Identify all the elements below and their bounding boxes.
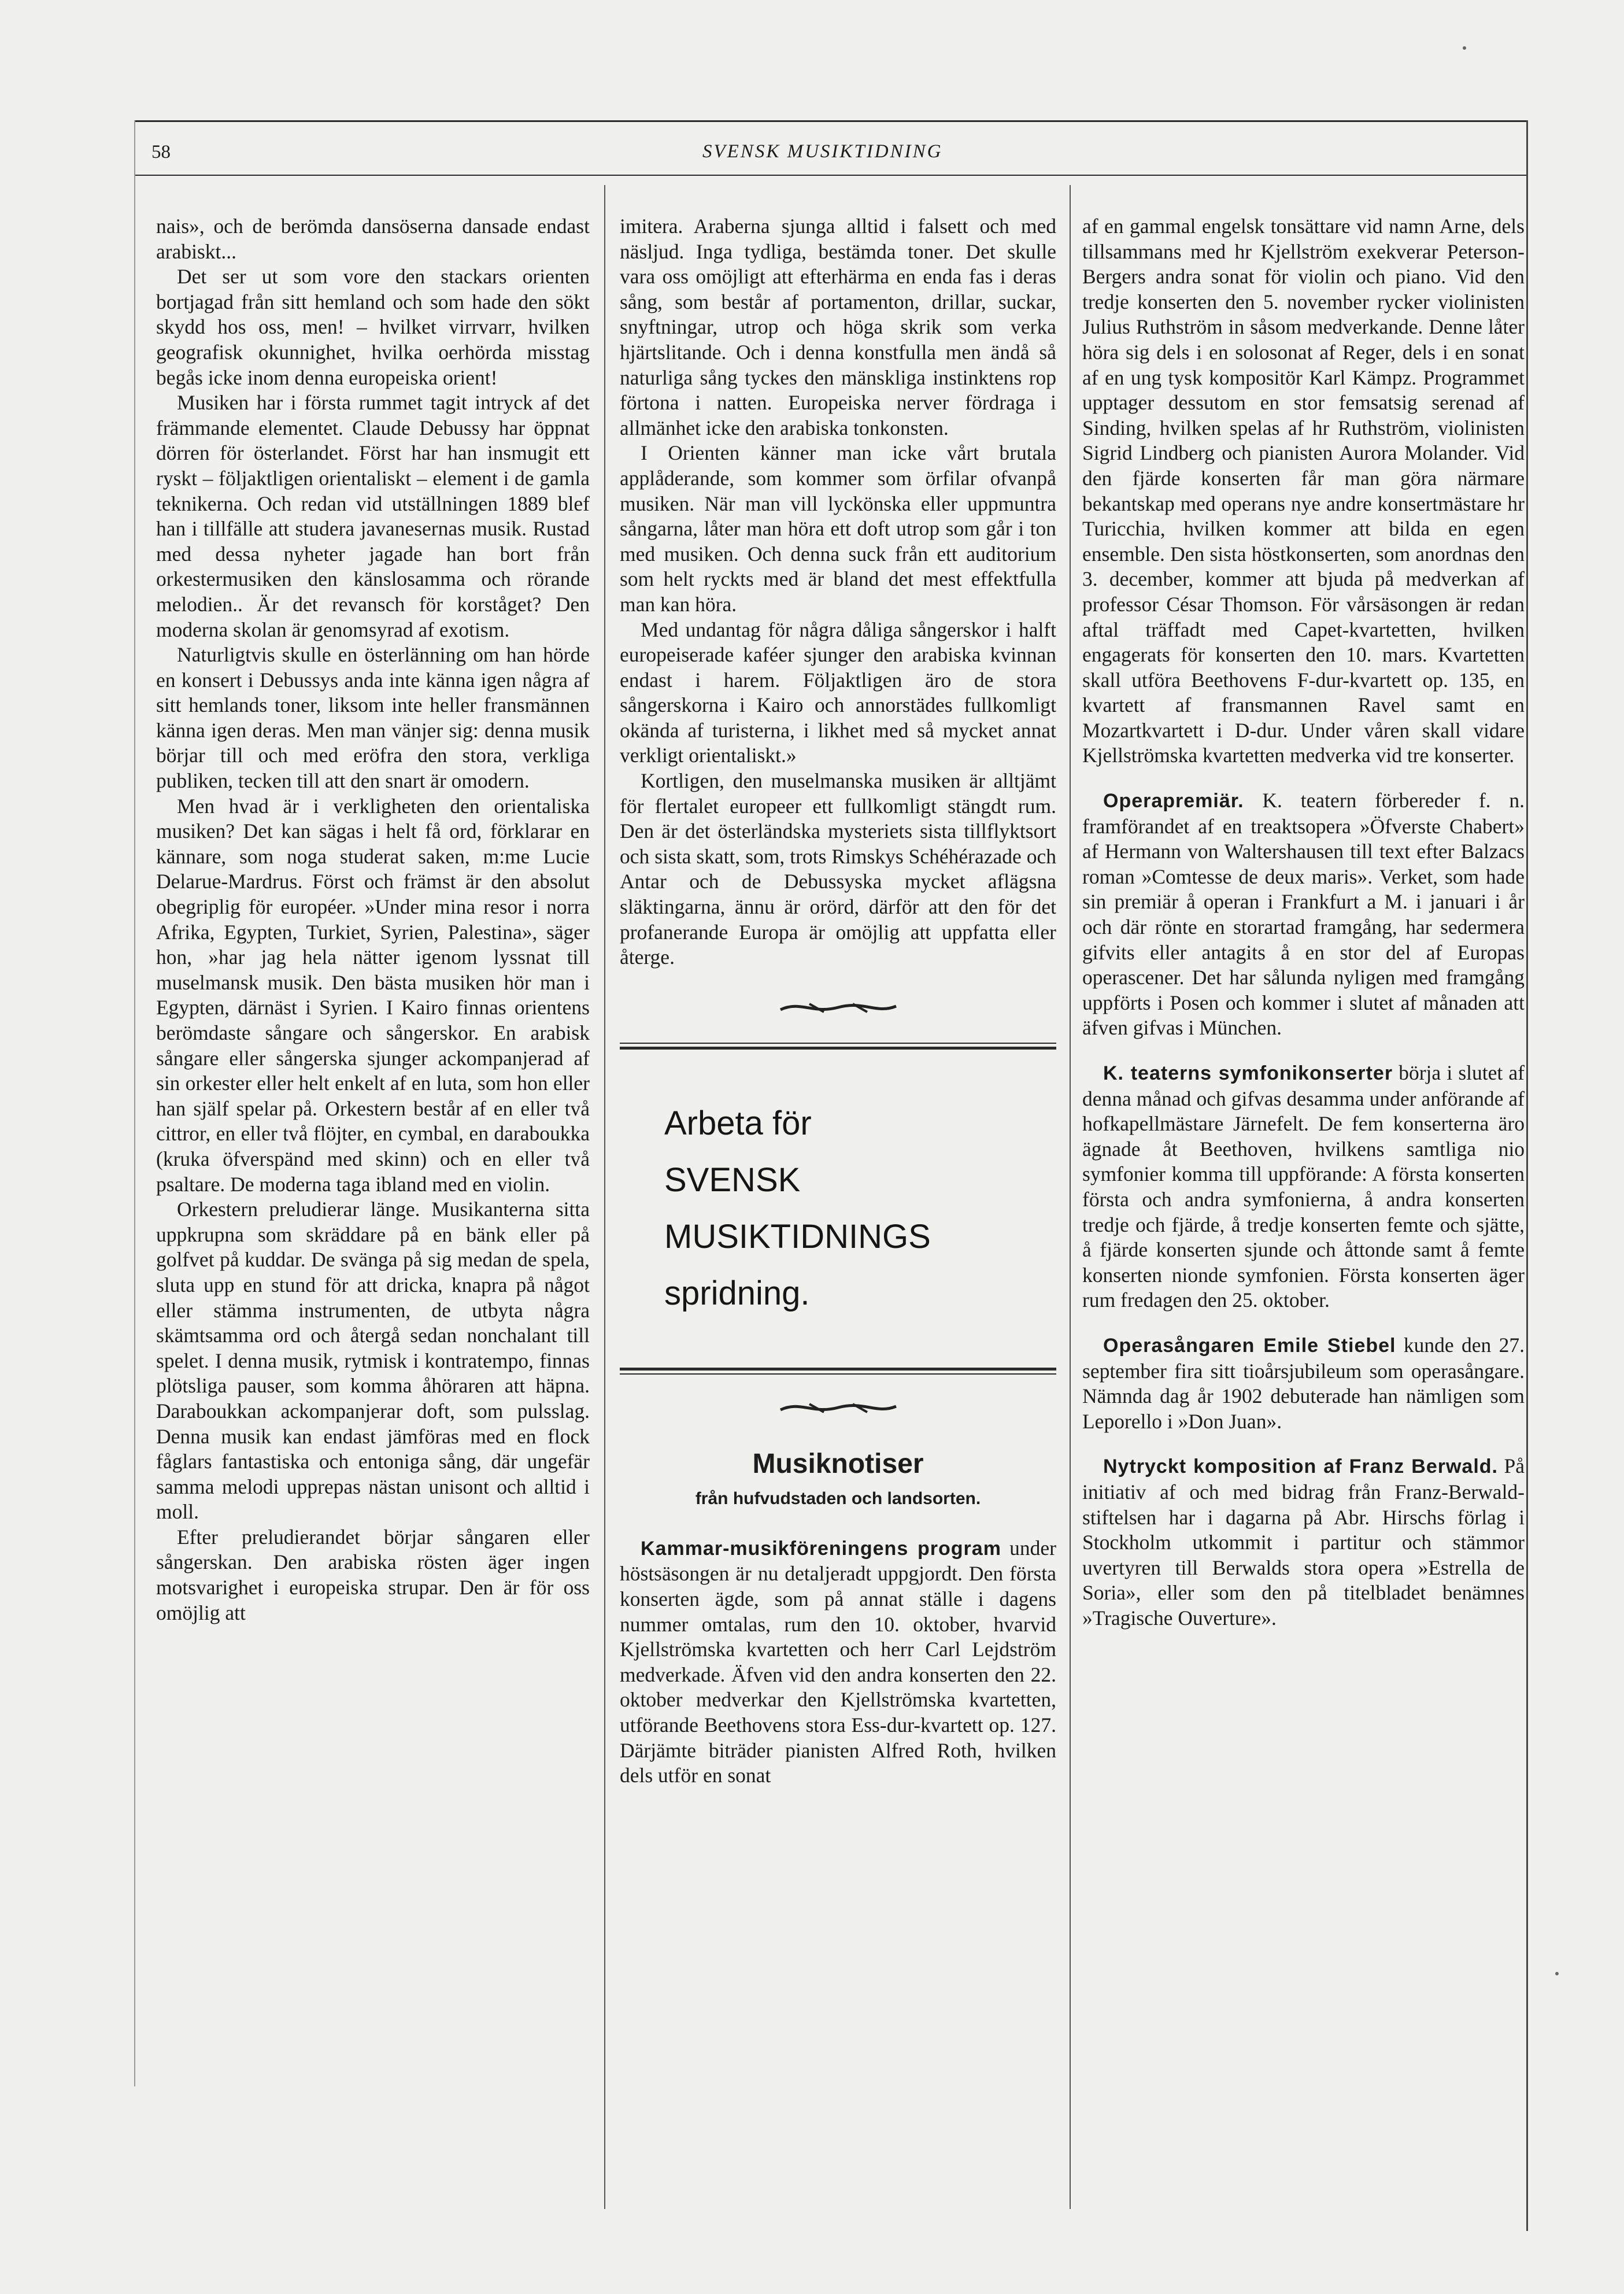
column-1 bbox=[156, 214, 590, 2163]
scan-speck bbox=[1555, 1972, 1559, 1975]
news-item bbox=[1082, 1454, 1525, 1631]
paragraph: Orkestern preludierar länge. Musikanterna sitta uppkrupna som skräddare på en bänk eller på golfvet på kuddar. De svänga på sig medan de spela, sluta upp en stund för att dricka, knapra på något eller stämma instrumenten, de utbyta några skämtsamma ord och återgå sedan nonchalant till spelet. I denna musik, rytmisk i kontratempo, finnas plötsliga pauser, som komma åhöraren att häpna. Daraboukkan ackompanjerar doft, som pulsslag. Denna musik kan endast jämföras med en flock fåglars fantastiska och entoniga sång, där ungefär samma melodi upprepas nästan unisont och alltid i moll. bbox=[156, 1198, 590, 1524]
right-border-rule bbox=[1526, 120, 1528, 2231]
section-title: Musiknotiser bbox=[752, 1448, 924, 1479]
paragraph: Det ser ut som vore den stackars orienten bortjagad från sitt hemland och som hade den sökt skydd hos oss, men! – hvilket virrvarr, hvilken geografisk okunnighet, hvilka oerhörda misstag begås icke inom denna europeiska orient! bbox=[156, 265, 590, 389]
news-lead: Nytryckt komposition af Franz Berwald. bbox=[1103, 1456, 1499, 1478]
ornament-divider-icon bbox=[620, 1399, 1056, 1417]
paragraph: I Orienten känner man icke vårt brutala applåderande, som kommer som örfilar ofvanpå musiken. När man vill lyckönska eller uppmuntra sångarna, låter man höra ett doft utrop som går i ton med musiken. Och denna suck från ett auditorium som helt ryckts med är bland det mest effektfulla man kan höra. bbox=[620, 441, 1056, 616]
news-text: under höstsäsongen är nu detaljeradt uppgjordt. Den första konserten ägde, som på annat ställe i dagens nummer omtalas, rum den 10. oktober, hvarvid Kjellströmska kvartetten och herr Carl Lejdström medverkade. Äfven vid den andra konserten den 22. oktober medverkar den Kjellströmska kvartetten, utförande Beethovens stora Ess-dur-kvartett op. 127. Därjämte biträder pianisten Alfred Roth, hvilken dels utför en sonat bbox=[620, 1536, 1056, 1787]
ad-line: SVENSK bbox=[664, 1161, 801, 1199]
paragraph: Men hvad är i verkligheten den orientaliska musiken? Det kan sägas i helt få ord, förklarar en kännare, som noga studerat saken, m:me Lucie Delarue-Mardrus. Först och främst är den absolut obegriplig för européer. »Under mina resor i norra Afrika, Egypten, Turkiet, Syrien, Palestina», säger hon, »har jag hela nätter igenom lyssnat till muselmansk musik. Den bästa musiken hör man i Egypten, därnäst i Syrien. I Kairo finnas orientens berömdaste sångare och sångerskor. En arabisk sångare eller sångerska sjunger ackompanjerad af sin orkester eller helt enkelt af en luta, som hon eller han själf spelar på. Orkestern består af en eller två cittror, en eller två flöjter, en cymbal, en daraboukka (kruka öfverspänd med skinn) och en eller två psaltare. De moderna taga ibland med en violin. bbox=[156, 794, 590, 1196]
paragraph: nais», och de berömda dansöserna dansade endast arabiskt... bbox=[156, 215, 590, 263]
paragraph: Med undantag för några dåliga sångerskor i halft europeiserade kaféer sjunger den arabiska kvinnan endast i harem. Följaktligen äro de stora sångerskorna i Kairo och annorstädes fullkomligt okända af turisterna, i likhet med så mycket annat verkligt orientaliskt.» bbox=[620, 618, 1056, 767]
news-item bbox=[620, 1536, 1056, 1789]
column-divider-1 bbox=[604, 185, 605, 2209]
news-lead: Operasångaren Emile Stiebel bbox=[1103, 1334, 1396, 1357]
scan-speck bbox=[1463, 46, 1466, 50]
news-lead: Operapremiär. bbox=[1103, 790, 1244, 812]
top-rule bbox=[134, 120, 1527, 122]
news-text: kunde den 27. september fira sitt tioårsjubileum som operasångare. Nämnda dag år 1902 debuterade han nämligen som Leporello i »Don Juan». bbox=[1082, 1333, 1525, 1433]
ornament-glyph-icon bbox=[778, 1399, 899, 1417]
ad-line: MUSIKTIDNINGS bbox=[664, 1217, 931, 1255]
paragraph: Naturligtvis skulle en österlänning om han hörde en konsert i Debussys anda inte känna igen några af sitt hemlands toner, liksom inte heller fransmännen känna igen deras. Men man vänjer sig: denna musik börjar till och med eröfra den stora, verkliga publiken, tecken till att den snart är omodern. bbox=[156, 643, 590, 793]
ad-line: spridning. bbox=[664, 1274, 810, 1312]
news-item bbox=[1082, 1061, 1525, 1313]
paragraph: Musiken har i första rummet tagit intryck af det främmande elementet. Claude Debussy har öppnat dörren för österlandet. Först har han insmugit ett ryskt – följaktligen orientaliskt – element i de gamla teknikerna. Och redan vid utställningen 1889 blef han i tillfälle att studera javanesernas musik. Rustad med dessa nyheter jagade han bort från orkestermusiken den känslosamma och rörande melodien.. Är det revansch för korståget? Den moderna skolan är genomsyrad af exotism. bbox=[156, 391, 590, 641]
column-divider-2 bbox=[1070, 185, 1071, 2209]
news-text: K. teatern förbereder f. n. framförandet af en treaktsopera »Öfverste Chabert» af Hermann von Waltershausen till text efter Balzacs roman »Comtesse de deux maris». Verket, som hade sin premiär å operan i Frankfurt a M. i januari i år och där rönte en storartad framgång, har sedermera gifvits eller antagits å en stor del af Europas operascener. Det har sålunda nyligen med framgång uppförts i Posen och kommer i slutet af månaden att äfven gifvas i München. bbox=[1082, 789, 1525, 1040]
paragraph: Kortligen, den muselmanska musiken är alltjämt för flertalet europeer ett fullkomligt stängdt rum. Den är det österländska mysteriets sista tillflyktsort och sista skatt, som, trots Rimskys Schéhérazade och Antar och de Debussyska mycket aflägsna släktingarna, ännu är orörd, därför att den för det profanerande Europa är omöjlig att uppfatta eller återge. bbox=[620, 769, 1056, 969]
left-border-rule bbox=[134, 120, 135, 2086]
header-rule bbox=[134, 175, 1527, 176]
paragraph: Efter preludierandet börjar sångaren eller sångerskan. Den arabiska rösten äger ingen motsvarighet i europeiska strupar. Den är för oss omöjlig att bbox=[156, 1525, 590, 1624]
column-3 bbox=[1082, 214, 1525, 2163]
news-item bbox=[1082, 1333, 1525, 1434]
paragraph: imitera. Araberna sjunga alltid i falsett och med näsljud. Inga tydliga, bestämda toner. Det skulle vara oss omöjligt att efterhärma en enda fas i deras sång, som består af portamenton, drillar, suckar, snyftningar, utrop och höga skrik som verka hjärtslitande. Och i denna konstfulla men ändå så naturliga sång tyckes den mänskliga instinktens rop förtona i natten. Europeiska nerver fördraga i allmänhet icke den arabiska tonkonsten. bbox=[620, 215, 1056, 439]
news-text: börja i slutet af denna månad och gifvas desamma under anförande af hofkapellmästare Järnefelt. De fem konserterna äro ägnade åt Beethoven, hvilkens samtliga nio symfonier komma till uppförande: A första konserten första och andra symfonierna, å andra konserten tredje och fjärde, å tredje konserten femte och sjätte, å fjärde konserten sjunde och åttonde samt å femte konserten nionde symfonien. Första konserten äger rum fredagen den 25. oktober. bbox=[1082, 1061, 1525, 1312]
section-subtitle: från hufvudstaden och landsorten. bbox=[695, 1488, 981, 1508]
column-2 bbox=[620, 214, 1056, 2163]
ornament-divider-icon bbox=[620, 999, 1056, 1017]
page-number: 58 bbox=[151, 142, 171, 162]
ad-line: Arbeta för bbox=[664, 1104, 812, 1142]
news-text: På initiativ af och med bidrag från Franz-Berwald-stiftelsen har i dagarna på Abr. Hirschs förlag i Stockholm utkommit i partitur och stämmor uvertyren till Berwalds stora opera »Estrella de Soria», eller som den på titelbladet benämnes »Tragische Ouverture». bbox=[1082, 1454, 1525, 1630]
news-lead: Kammar-musikföreningens program bbox=[641, 1537, 1001, 1560]
news-item bbox=[1082, 788, 1525, 1041]
paragraph: af en gammal engelsk tonsättare vid namn Arne, dels tillsammans med hr Kjellström exekverar Peterson-Bergers andra sonat för violin och piano. Vid den tredje konserten den 5. november rycker violinisten Julius Ruthström in såsom medverkande. Denne låter höra sig dels i en solosonat af Reger, dels i en sonat af en ung tysk kompositör Karl Kämpz. Programmet upptager dessutom en stor femsatsig serenad af Sinding, hvilken spelas af hr Ruthström, violinisten Sigrid Lindberg och pianisten Aurora Molander. Vid den fjärde konserten får man göra närmare bekantskap med operans nye andre konsertmästare hr Turicchia, hvilken kommer att bilda en egen ensemble. Den sista höstkonserten, som anordnas den 3. december, kommer att bjuda på medverkan af professor César Thomson. För vårsäsongen är redan aftal träffadt med Capet-kvartetten, hvilken engagerats för konserten den 10. mars. Kvartetten skall utföra Beethovens F-dur-kvartett op. 135, en kvartett af fransmannen Ravel samt en Mozartkvartett i D-dur. Under våren skall vidare Kjellströmska kvartetten medverka vid tre konserter. bbox=[1082, 215, 1525, 767]
advertisement-box bbox=[620, 1047, 1056, 1371]
running-title: SVENSK MUSIKTIDNING bbox=[702, 141, 943, 162]
news-lead: K. teaterns symfonikonserter bbox=[1103, 1062, 1393, 1084]
ornament-glyph-icon bbox=[778, 999, 899, 1017]
